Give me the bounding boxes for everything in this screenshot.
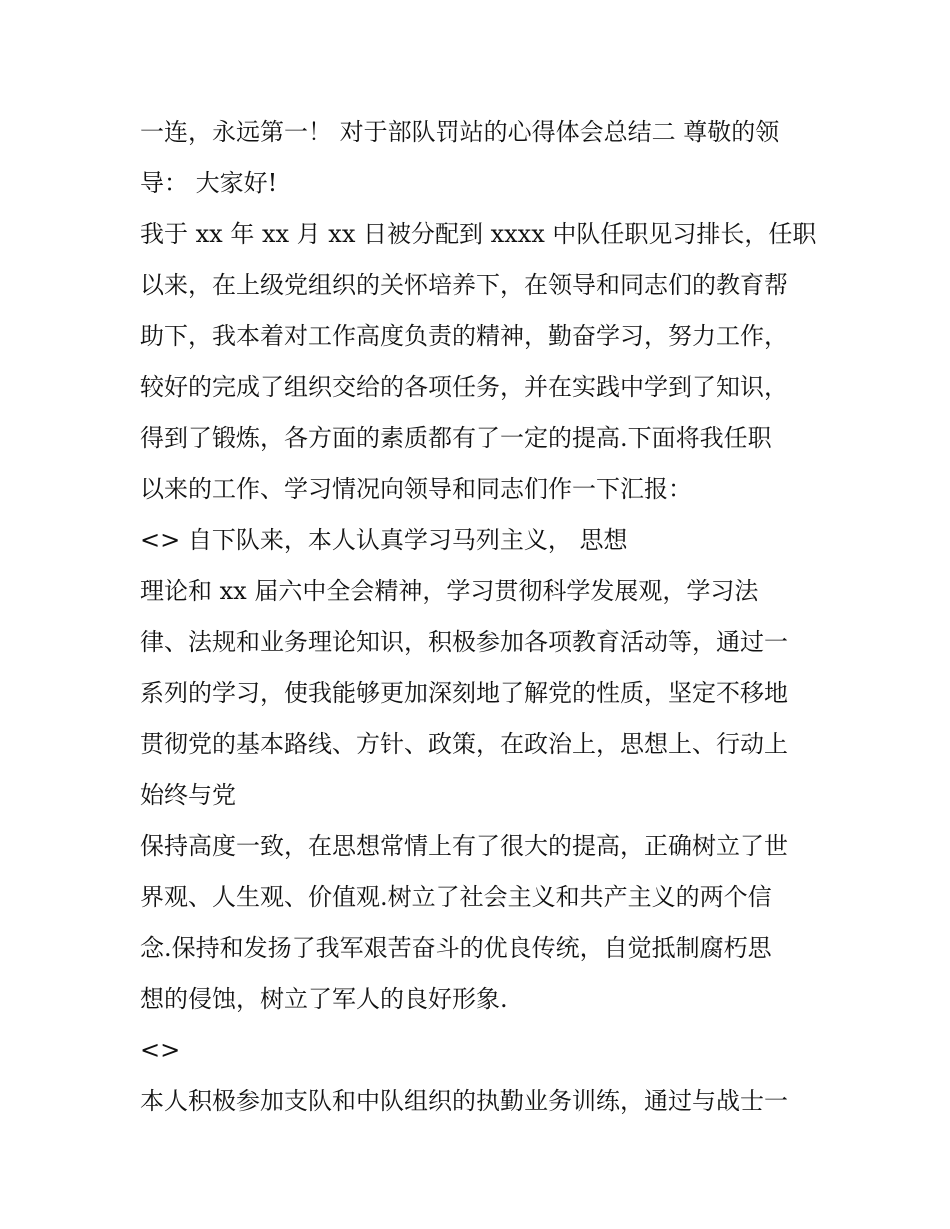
text-line: 得到了锻炼，各方面的素质都有了一定的提高.下面将我任职 <box>140 424 772 452</box>
text-line: 始终与党 <box>140 781 236 809</box>
text-line: 想的侵蚀，树立了军人的良好形象. <box>140 985 508 1013</box>
text-line: <> 自下队来，本人认真学习马列主义， 思想 <box>140 526 628 554</box>
text-line: 律、法规和业务理论知识，积极参加各项教育活动等，通过一 <box>140 628 788 656</box>
text-line: 本人积极参加支队和中队组织的执勤业务训练，通过与战士一 <box>140 1087 788 1115</box>
text-line: 助下，我本着对工作高度负责的精神，勤奋学习，努力工作， <box>140 322 788 350</box>
text-line: 界观、人生观、价值观.树立了社会主义和共产主义的两个信 <box>140 883 772 911</box>
text-line: 念.保持和发扬了我军艰苦奋斗的优良传统，自觉抵制腐朽思 <box>140 934 772 962</box>
text-line: 导： 大家好! <box>140 169 278 197</box>
text-line: 我于 xx 年 xx 月 xx 日被分配到 xxxx 中队任职见习排长，任职 <box>140 220 817 248</box>
text-line: <> <box>140 1036 181 1064</box>
document-body <box>140 107 840 1127</box>
text-line: 理论和 xx 届六中全会精神，学习贯彻科学发展观，学习法 <box>140 577 759 605</box>
text-line: 保持高度一致，在思想常情上有了很大的提高，正确树立了世 <box>140 832 788 860</box>
text-line: 以来的工作、学习情况向领导和同志们作一下汇报： <box>140 475 692 503</box>
text-line: 较好的完成了组织交给的各项任务，并在实践中学到了知识， <box>140 373 788 401</box>
text-line: 以来，在上级党组织的关怀培养下，在领导和同志们的教育帮 <box>140 271 788 299</box>
text-line: 贯彻党的基本路线、方针、政策，在政治上，思想上、行动上 <box>140 730 788 758</box>
text-line: 系列的学习，使我能够更加深刻地了解党的性质，坚定不移地 <box>140 679 788 707</box>
text-line: 一连，永远第一！ 对于部队罚站的心得体会总结二 尊敬的领 <box>140 118 780 146</box>
